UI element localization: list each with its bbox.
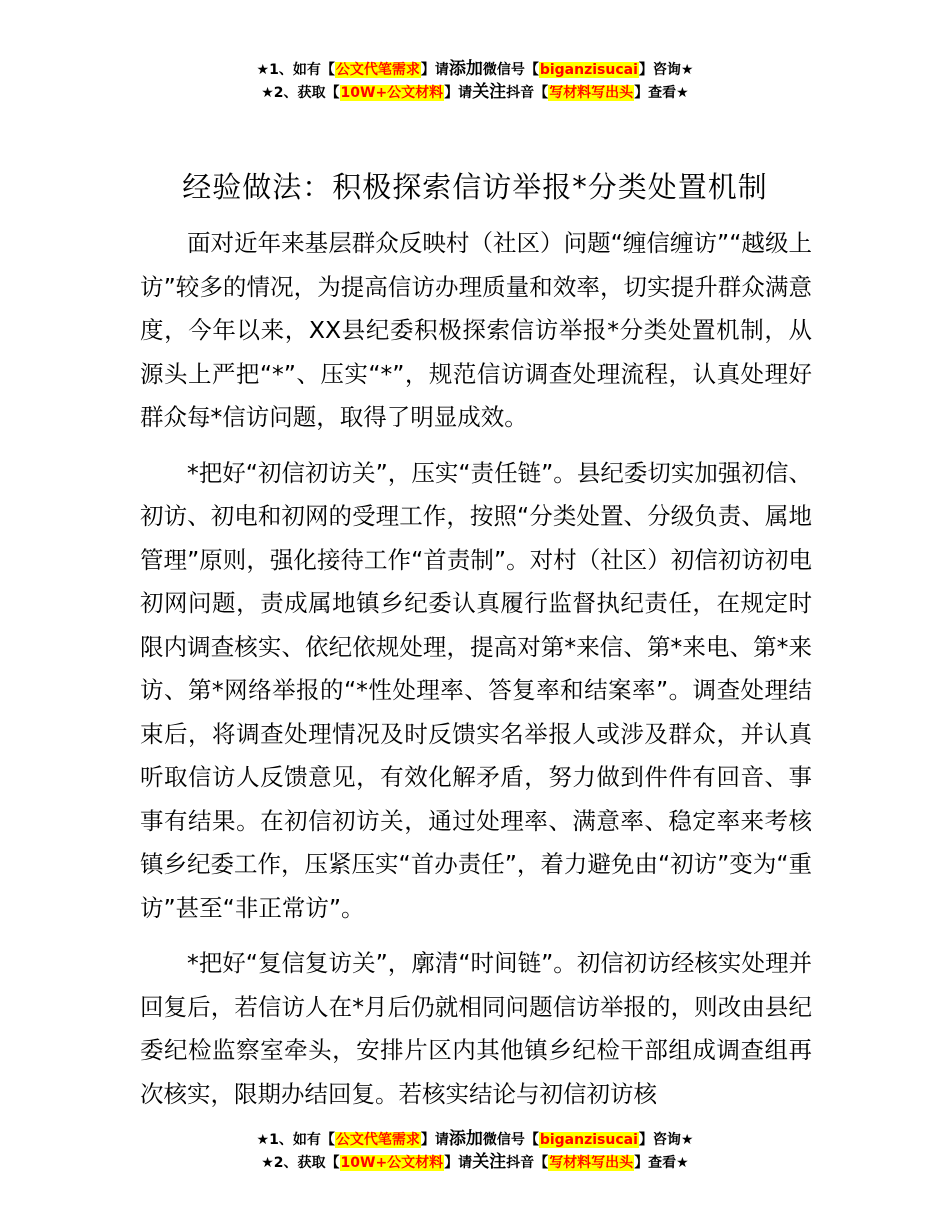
bottom-banner — [0, 1128, 950, 1174]
paragraph-2: *把好“初信初访关”，压实“责任链”。县纪委切实加强初信、初访、初电和初网的受理工作，按照“分类处置、分级负责、属地管理”原则，强化接待工作“首责制”。对村（社区）初信初访初电初网问题，责成属地镇乡纪委认真履行监督执纪责任，在规定时限内调查核实、依纪依规处理，提高对第*来信、第*来电、第*来访、第*网络举报的“*性处理率、答复率和结案率”。调查处理结束后，将调查处理情况及时反馈实名举报人或涉及群众，并认真听取信访人反馈意见，有效化解矛盾，努力做到件件有回音、事事有结果。在初信初访关，通过处理率、满意率、稳定率来考核镇乡纪委工作，压紧压实“首办责任”，着力避免由“初访”变为“重访”甚至“非正常访”。 — [140, 458, 812, 922]
banner-wechat-id: biganzisucai — [539, 1132, 638, 1148]
banner-line-1: ★1、如有【公文代笔需求】请添加微信号【biganzisucai】咨询★ — [256, 1129, 694, 1149]
top-banner — [0, 58, 950, 104]
banner-douyin-id: 写材料写出头 — [549, 85, 634, 101]
banner-highlight: 公文代笔需求 — [335, 1132, 420, 1148]
banner-douyin-id: 写材料写出头 — [549, 1155, 634, 1171]
banner-line-2: ★2、获取【10W+公文材料】请关注抖音【写材料写出头】查看★ — [261, 82, 689, 102]
banner-highlight: 公文代笔需求 — [335, 62, 420, 78]
banner-highlight: 10W+公文材料 — [340, 85, 444, 101]
banner-line-1: ★1、如有【公文代笔需求】请添加微信号【biganzisucai】咨询★ — [256, 59, 694, 79]
banner-line-2: ★2、获取【10W+公文材料】请关注抖音【写材料写出头】查看★ — [261, 1152, 689, 1172]
banner-wechat-id: biganzisucai — [539, 62, 638, 78]
document-body — [140, 222, 812, 1128]
paragraph-3: *把好“复信复访关”，廓清“时间链”。初信初访经核实处理并回复后，若信访人在*月后仍就相同问题信访举报的，则改由县纪委纪检监察室牵头，安排片区内其他镇乡纪检干部组成调查组再次核实，限期办结回复。若核实结论与初信初访核 — [140, 949, 812, 1108]
paragraph-1: 面对近年来基层群众反映村（社区）问题“缠信缠访”“越级上访”较多的情况，为提高信访办理质量和效率，切实提升群众满意度，今年以来，XX县纪委积极探索信访举报*分类处置机制，从源头上严把“*”、压实“*”，规范信访调查处理流程，认真处理好群众每*信访问题，取得了明显成效。 — [140, 229, 812, 431]
document-title: 经验做法：积极探索信访举报*分类处置机制 — [182, 170, 768, 204]
banner-highlight: 10W+公文材料 — [340, 1155, 444, 1171]
